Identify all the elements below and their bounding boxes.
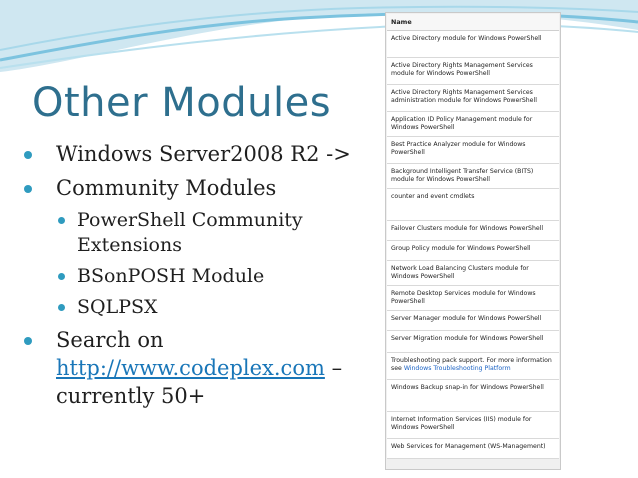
table-cell: Network Load Balancing Clusters module for Windows PowerShell	[387, 261, 559, 286]
bullet-text: Search on	[56, 328, 164, 352]
codeplex-link[interactable]: http://www.codeplex.com	[56, 356, 325, 380]
column-header-name[interactable]: Name	[387, 14, 559, 31]
table-cell: Application ID Policy Management module for Windows PowerShell	[387, 112, 559, 137]
table-cell	[387, 353, 559, 380]
table-cell: Background Intelligent Transfer Service (BITS) module for Windows PowerShell	[387, 164, 559, 189]
bullet-text: Community Modules	[56, 176, 277, 200]
bullet-dot-icon	[58, 273, 65, 280]
bullet-dot-icon	[24, 185, 32, 193]
table-cell: Active Directory Rights Management Services module for Windows PowerShell	[387, 58, 559, 85]
table-cell: Active Directory Rights Management Services administration module for Windows PowerShell	[387, 85, 559, 112]
sub-bullet-text: SQLPSX	[77, 296, 158, 318]
table-cell: Internet Information Services (IIS) module for Windows PowerShell	[387, 412, 559, 439]
table-cell: Web Services for Management (WS-Management)	[387, 439, 559, 459]
bullet-item	[22, 326, 356, 410]
modules-table	[387, 14, 559, 459]
table-cell: Best Practice Analyzer module for Windows PowerShell	[387, 137, 559, 164]
table-cell: Server Migration module for Windows PowerShell	[387, 331, 559, 353]
table-cell: Server Manager module for Windows PowerShell	[387, 311, 559, 331]
sub-bullet-text: BSonPOSH Module	[77, 265, 265, 287]
bullet-text: Windows Server2008 R2 ->	[56, 142, 351, 166]
table-cell: Failover Clusters module for Windows PowerShell	[387, 221, 559, 241]
sub-bullet-item	[22, 264, 372, 289]
modules-table-panel	[385, 12, 561, 470]
table-cell: Group Policy module for Windows PowerShell	[387, 241, 559, 261]
slide-title: Other Modules	[32, 80, 332, 126]
table-cell: Active Directory module for Windows PowerShell	[387, 31, 559, 58]
table-cell: counter and event cmdlets	[387, 189, 559, 221]
bullet-dot-icon	[24, 337, 32, 345]
bullet-text: – currently 50+	[56, 356, 343, 408]
bullet-dot-icon	[24, 151, 32, 159]
table-cell: Windows Backup snap-in for Windows PowerShell	[387, 380, 559, 412]
bullet-dot-icon	[58, 304, 65, 311]
table-cell: Remote Desktop Services module for Windows PowerShell	[387, 286, 559, 311]
sub-bullet-text: PowerShell Community Extensions	[77, 209, 303, 256]
table-cell-text: Troubleshooting pack support. For more information see	[391, 357, 552, 372]
bullet-item	[22, 140, 372, 168]
bullet-dot-icon	[58, 217, 65, 224]
bullet-list	[22, 140, 372, 416]
troubleshooting-platform-link[interactable]: Windows Troubleshooting Platform	[403, 365, 511, 372]
sub-bullet-item	[22, 208, 372, 258]
bullet-item	[22, 174, 372, 202]
sub-bullet-item	[22, 295, 372, 320]
